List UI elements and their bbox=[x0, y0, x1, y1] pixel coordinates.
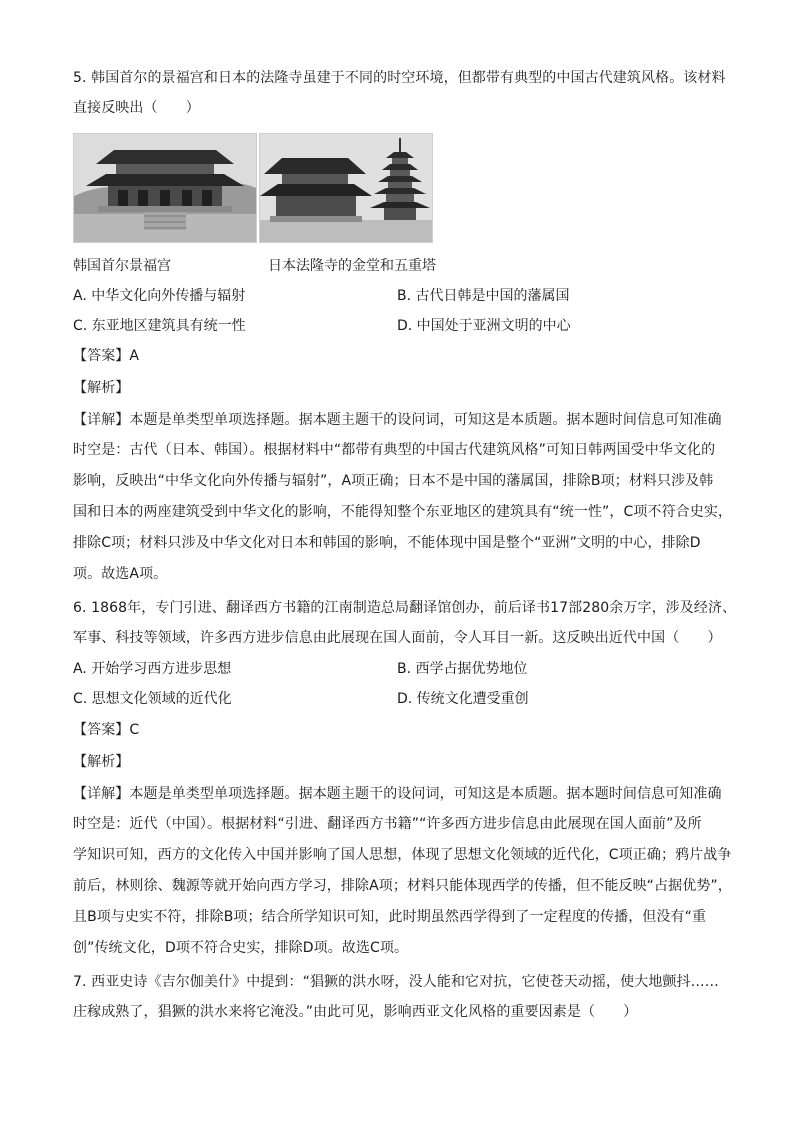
q5-analysis-line-6: 项。故选A项。 bbox=[73, 566, 168, 582]
q6-analysis-line-3: 学知识可知，西方的文化传入中国并影响了国人思想，体现了思想文化领域的近代化，C项正确；鸦片战争 bbox=[73, 847, 732, 863]
q7-stem-line-1: 7. 西亚史诗《吉尔伽美什》中提到：“猖獗的洪水呀，没人能和它对抗，它使苍天动摇，使大地颤抖…… bbox=[73, 974, 719, 990]
q5-option-c[interactable]: C. 东亚地区建筑具有统一性 bbox=[73, 318, 246, 334]
q5-analysis-line-4: 国和日本的两座建筑受到中华文化的影响，不能得知整个东亚地区的建筑具有“统一性”，C项不符合史实， bbox=[73, 504, 733, 520]
q6-analysis-title: 【解析】 bbox=[73, 754, 130, 770]
q5-analysis-title: 【解析】 bbox=[73, 380, 130, 396]
q6-answer: 【答案】C bbox=[73, 722, 140, 738]
q5-analysis-line-1: 【详解】本题是单类型单项选择题。据本题主题干的设问词，可知这是本质题。据本题时间信息可知准确 bbox=[73, 412, 722, 428]
q5-option-a[interactable]: A. 中华文化向外传播与辐射 bbox=[73, 288, 246, 304]
q7-stem-line-2: 庄稼成熟了，猖獗的洪水来将它淹没。”由此可见，影响西亚文化风格的重要因素是（ ） bbox=[73, 1004, 638, 1020]
caption-gyeongbokgung: 韩国首尔景福宫 bbox=[73, 258, 171, 274]
horyuji-photo bbox=[259, 133, 433, 243]
q5-answer: 【答案】A bbox=[73, 348, 140, 364]
q6-analysis-line-2: 时空是：近代（中国）。根据材料“引进、翻译西方书籍”“许多西方进步信息由此展现在国人面前”及所 bbox=[73, 816, 702, 832]
q6-analysis-line-6: 创”传统文化，D项不符合史实，排除D项。故选C项。 bbox=[73, 940, 409, 956]
q6-analysis-line-5: 且B项与史实不符，排除B项；结合所学知识可知，此时期虽然西学得到了一定程度的传播，但没有“重 bbox=[73, 909, 707, 925]
q5-option-d[interactable]: D. 中国处于亚洲文明的中心 bbox=[397, 318, 571, 334]
caption-horyuji: 日本法隆寺的金堂和五重塔 bbox=[268, 258, 436, 274]
q5-stem-line-2: 直接反映出（ ） bbox=[73, 100, 200, 116]
q6-stem-line-1: 6. 1868年，专门引进、翻译西方书籍的江南制造总局翻译馆创办，前后译书17部280余万字，涉及经济、 bbox=[73, 600, 737, 616]
q6-option-d[interactable]: D. 传统文化遭受重创 bbox=[397, 691, 529, 707]
q6-option-a[interactable]: A. 开始学习西方进步思想 bbox=[73, 661, 232, 677]
q5-analysis-line-5: 排除C项；材料只涉及中华文化对日本和韩国的影响，不能体现中国是整个“亚洲”文明的中心，排除D bbox=[73, 535, 701, 551]
q5-stem-line-1: 5. 韩国首尔的景福宫和日本的法隆寺虽建于不同的时空环境，但都带有典型的中国古代建筑风格。该材料 bbox=[73, 70, 726, 86]
q5-analysis-line-3: 影响，反映出“中华文化向外传播与辐射”，A项正确；日本不是中国的藩属国，排除B项；材料只涉及韩 bbox=[73, 473, 714, 489]
q6-analysis-line-4: 前后，林则徐、魏源等就开始向西方学习，排除A项；材料只能体现西学的传播，但不能反映“占据优势”， bbox=[73, 878, 732, 894]
q6-analysis-line-1: 【详解】本题是单类型单项选择题。据本题主题干的设问词，可知这是本质题。据本题时间信息可知准确 bbox=[73, 786, 722, 802]
gyeongbokgung-photo bbox=[73, 133, 257, 243]
q6-stem-line-2: 军事、科技等领域，许多西方进步信息由此展现在国人面前，令人耳目一新。这反映出近代中国（ ） bbox=[73, 630, 722, 646]
q5-figure bbox=[73, 133, 433, 243]
q5-option-b[interactable]: B. 古代日韩是中国的藩属国 bbox=[397, 288, 570, 304]
q6-option-b[interactable]: B. 西学占据优势地位 bbox=[397, 661, 528, 677]
q6-option-c[interactable]: C. 思想文化领域的近代化 bbox=[73, 691, 232, 707]
q5-analysis-line-2: 时空是：古代（日本、韩国）。根据材料中“都带有典型的中国古代建筑风格”可知日韩两国受中华文化的 bbox=[73, 442, 716, 458]
